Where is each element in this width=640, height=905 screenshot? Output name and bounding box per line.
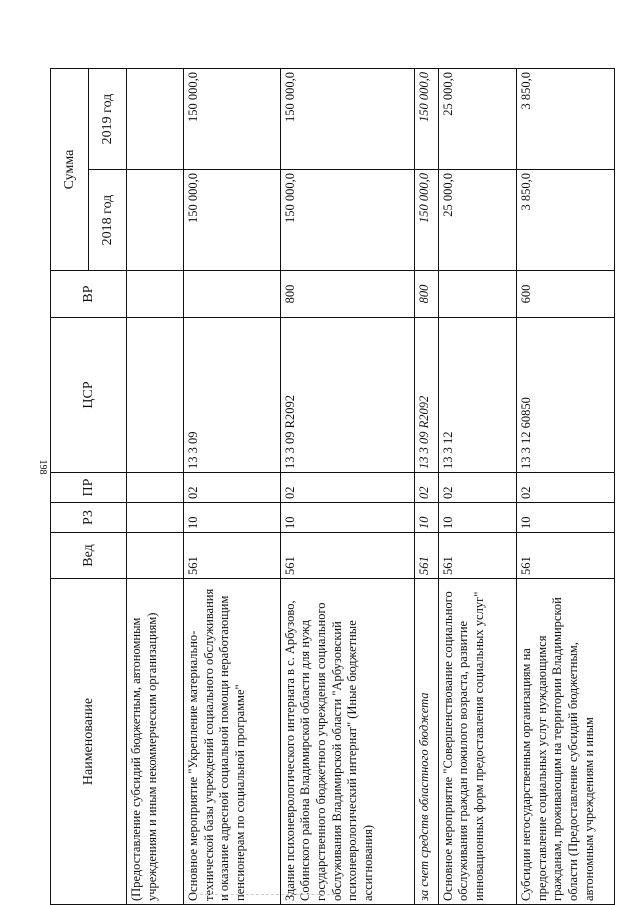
cell-csr bbox=[127, 318, 184, 473]
cell-name: Основное мероприятие "Совершенствование социального обслуживания граждан пожилого возраста, развитие инновационных форм предоставления социальных услуг" bbox=[438, 579, 517, 905]
cell-pr: 02 bbox=[517, 473, 615, 503]
header-vr: ВР bbox=[51, 271, 127, 318]
header-ved: Вед bbox=[51, 533, 127, 579]
budget-table bbox=[50, 68, 615, 905]
cell-pr: 02 bbox=[280, 473, 414, 503]
header-2019: 2019 год bbox=[89, 69, 127, 170]
cell-2019: 3 850,0 bbox=[517, 69, 615, 170]
cell-2018: 25 000,0 bbox=[438, 170, 517, 271]
header-rz: РЗ bbox=[51, 503, 127, 533]
cell-vr bbox=[127, 271, 184, 318]
cell-ved: 561 bbox=[438, 533, 517, 579]
cell-2018: 150 000,0 bbox=[183, 170, 280, 271]
cell-ved: 561 bbox=[280, 533, 414, 579]
cell-2019 bbox=[127, 69, 184, 170]
cell-name: Здание психоневрологического интерната в с. Арбузово, Собинского района Владимирской области для нужд государственного бюджетного учреждения социального обслуживания Владимирской области "Арбузовский психоневрологический интернат" (Иные бюджетные ассигнования) bbox=[280, 579, 414, 905]
header-csr: ЦСР bbox=[51, 318, 127, 473]
cell-rz: 10 bbox=[438, 503, 517, 533]
table-row bbox=[438, 69, 517, 905]
cell-ved: 561 bbox=[517, 533, 615, 579]
cell-pr: 02 bbox=[183, 473, 280, 503]
cell-2018: 150 000,0 bbox=[415, 170, 438, 271]
table-row bbox=[280, 69, 414, 905]
cell-pr: 02 bbox=[438, 473, 517, 503]
cell-csr: 13 3 12 bbox=[438, 318, 517, 473]
cell-rz bbox=[127, 503, 184, 533]
cell-rz: 10 bbox=[517, 503, 615, 533]
cell-name: (Предоставление субсидий бюджетным, автономным учреждениям и иным некоммерческим организациям) bbox=[127, 579, 184, 905]
cell-2018 bbox=[127, 170, 184, 271]
header-name: Наименование bbox=[51, 579, 127, 905]
cell-csr: 13 3 09 bbox=[183, 318, 280, 473]
cell-ved: 561 bbox=[183, 533, 280, 579]
cell-name: Субсидии негосударственным организациям на предоставление социальных услуг нуждающимся гражданам, проживающим на территории Владимирской области (Предоставление субсидий бюджетным, автономным учреждениям и иным bbox=[517, 579, 615, 905]
cell-rz: 10 bbox=[280, 503, 414, 533]
cell-pr bbox=[127, 473, 184, 503]
table-row bbox=[183, 69, 280, 905]
cell-csr: 13 3 12 60850 bbox=[517, 318, 615, 473]
table-row bbox=[127, 69, 184, 905]
cell-vr: 800 bbox=[415, 271, 438, 318]
cell-2019: 150 000,0 bbox=[415, 69, 438, 170]
rotated-page bbox=[50, 69, 615, 905]
cell-2019: 150 000,0 bbox=[183, 69, 280, 170]
cell-2019: 150 000,0 bbox=[280, 69, 414, 170]
cell-2019: 25 000,0 bbox=[438, 69, 517, 170]
header-sum: Сумма bbox=[51, 69, 89, 271]
cell-vr: 600 bbox=[517, 271, 615, 318]
cell-2018: 3 850,0 bbox=[517, 170, 615, 271]
cell-vr bbox=[438, 271, 517, 318]
header-pr: ПР bbox=[51, 473, 127, 503]
cell-rz: 10 bbox=[415, 503, 438, 533]
cell-rz: 10 bbox=[183, 503, 280, 533]
cell-name: за счет средств областного бюджета bbox=[415, 579, 438, 905]
header-2018: 2018 год bbox=[89, 170, 127, 271]
page-number: 198 bbox=[37, 459, 48, 475]
cell-vr bbox=[183, 271, 280, 318]
cell-ved: 561 bbox=[415, 533, 438, 579]
cell-2018: 150 000,0 bbox=[280, 170, 414, 271]
scan-artifact-line bbox=[190, 894, 340, 895]
table-row bbox=[517, 69, 615, 905]
cell-ved bbox=[127, 533, 184, 579]
cell-pr: 02 bbox=[415, 473, 438, 503]
cell-name: Основное мероприятие "Укрепление материально-технической базы учреждений социального обслуживания и оказание адресной социальной помощи неработающим пенсионерам по социальной программе" bbox=[183, 579, 280, 905]
cell-csr: 13 3 09 R2092 bbox=[280, 318, 414, 473]
table-row bbox=[415, 69, 438, 905]
cell-csr: 13 3 09 R2092 bbox=[415, 318, 438, 473]
cell-vr: 800 bbox=[280, 271, 414, 318]
